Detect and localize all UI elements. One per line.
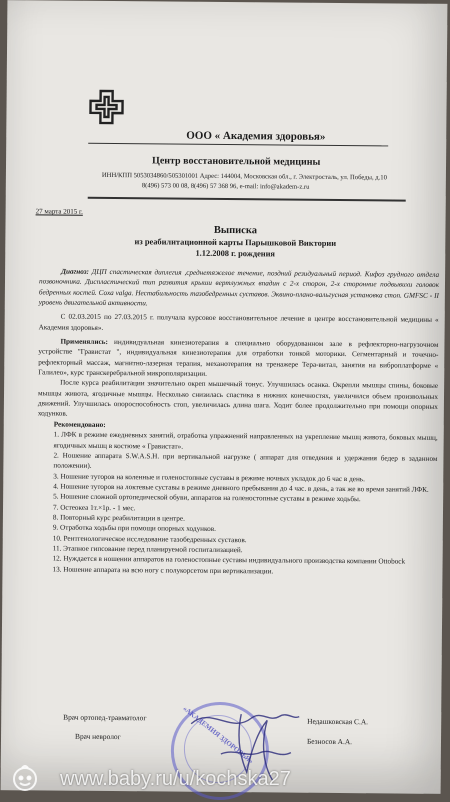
list-item: 12. Нуждается в ношении аппаратов на голеностопные суставы индивидуального производства компании Ottobock (52, 554, 406, 566)
document-date: 27 марта 2015 г. (35, 207, 83, 216)
signature-role-2: Врач невролог (74, 731, 121, 742)
list-item: 10. Рентгенологическое исследование тазобедренных суставов. (52, 534, 247, 544)
company-logo-icon (86, 87, 126, 127)
recommendations-label: Рекомендовано: (53, 420, 106, 429)
header-bottom-rule (88, 197, 406, 202)
diagnosis-text: ДЦП спастическая диплегия ,среднетяжелое течение, поздний резидуальный период. Кифоз грудного отдела позвоночника. Диспластический тип развития крыши вертлужных впадин с 2-х сторон, 2-х сторонние подвывихи головок бедренных костей. Соха valga. Нестабильность тазобедренных суставов. Эквино-плано-вальгусная установка стоп. GMFSC - II уровень двигательной активности. (38, 267, 440, 308)
stamp-text: «АКАДЕМИЯ ЗДОРОВЬЯ» (181, 704, 255, 766)
watermark-url: www.baby.ru/u/kochska27 (60, 768, 291, 790)
list-item: 3. Ношение туторов на коленные и голеностопные суставы в режиме ночных укладок до 6 час в день. (53, 472, 365, 483)
applied-text: индивидуальная кинезиотерапия в специально оборудованном зале в рефлекторно-нагрузочном устройстве "Гравистат ", индивидуальная кинезиотерапия для отработки тонкой моторики. Сегментарный и точечно-рефлекторный массаж, магнитно-лазерная терапия, механотерапия на тренажере Тера-витал, занятия на виброплатформе « Галилео», курс транскеребральной микрополяризации. (38, 338, 439, 378)
document-title (65, 223, 405, 261)
list-item: 7. Остеокеа 1т.×1р. - 1 мес. (52, 503, 136, 512)
title-birthdate: 1.12.2008 г. рождения (195, 248, 276, 259)
result-paragraph: После курса реабилитации значительно окреп мышечный тонус. Улучшилась осанка. Окрепли мышцы спины, боковые мышцы живота, ягодичные мышцы. Несколько снизилась спастика в нижних конечностях, увеличился объем произвольных движений. Улучшилась опороспособность стоп, увеличилась длина шага. Ходит более продолжительно при помощи опорных ходунков. (37, 379, 439, 419)
document-page (1, 0, 448, 794)
document-body (36, 266, 439, 577)
contacts-line-2: 8(496) 573 00 08, 8(496) 57 368 96, e-mail: info@akadem-z.ru (141, 182, 310, 191)
list-item: 1. ЛФК в режиме ежедневных занятий, отработка упражнений направленных на укрепление мышц живота, боковых мышц, ягодичных мышц в костюме « Гравистат». (53, 430, 438, 451)
list-item: 9. Отработка ходьбы при помощи опорных ходунков. (52, 523, 216, 534)
baby-watermark-icon (8, 763, 42, 793)
organization-name: ООО « Академия здоровья» (186, 129, 326, 143)
header-divider (88, 143, 388, 147)
applied-label: Применялись: (60, 337, 108, 347)
list-item: 8. Повторный курс реабилитации в центре. (52, 513, 185, 523)
list-item: 11. Этапное гипсование перед планируемой госпитализацией. (52, 544, 243, 555)
applied-paragraph (38, 336, 438, 381)
list-item: 2. Ношение аппарата S.W.A.S.H. при вертикальной нагрузке ( аппарат для отведения и удержания бедер в заданном положении). (53, 451, 438, 471)
list-item: 4. Ношение туторов на локтевые суставы в режиме дневного пребывания до 4 час. в день, а так же во время занятий ЛФК. (53, 482, 429, 494)
list-item: 5. Ношение сложной ортопедической обуви, аппаратов на голеностопные суставы в режиме ходьбы. (53, 492, 361, 504)
recommendations-list (36, 430, 437, 578)
course-paragraph: С 02.03.2015 по 27.03.2015 г. получала курсовое восстановительное лечение в центре восстановительной медицины « Академия здоровья». (38, 312, 439, 332)
contacts-line-1: ИНН/КПП 5053034860/505301001 Адрес: 144004, Московская обл., г. Электросталь, ул. Победы, д.10 (101, 171, 387, 182)
title-main: Выписка (213, 224, 258, 237)
list-item: 13. Ношение аппарата на всю ногу с полукорсетом при вертикализации. (52, 565, 274, 576)
contact-details (102, 171, 422, 194)
signature-name-2: Безносов А.А. (306, 736, 353, 747)
diagnosis-label: Диагноз: (61, 267, 89, 276)
title-patient: из реабилитационной карты Парышковой Виктории (134, 237, 337, 248)
center-name: Центр восстановительной медицины (152, 155, 321, 168)
signature-role-1: Врач ортопед-травматолог (63, 712, 147, 723)
signature-name-1: Недашковская С.А. (307, 716, 369, 727)
diagnosis-paragraph (39, 266, 439, 311)
